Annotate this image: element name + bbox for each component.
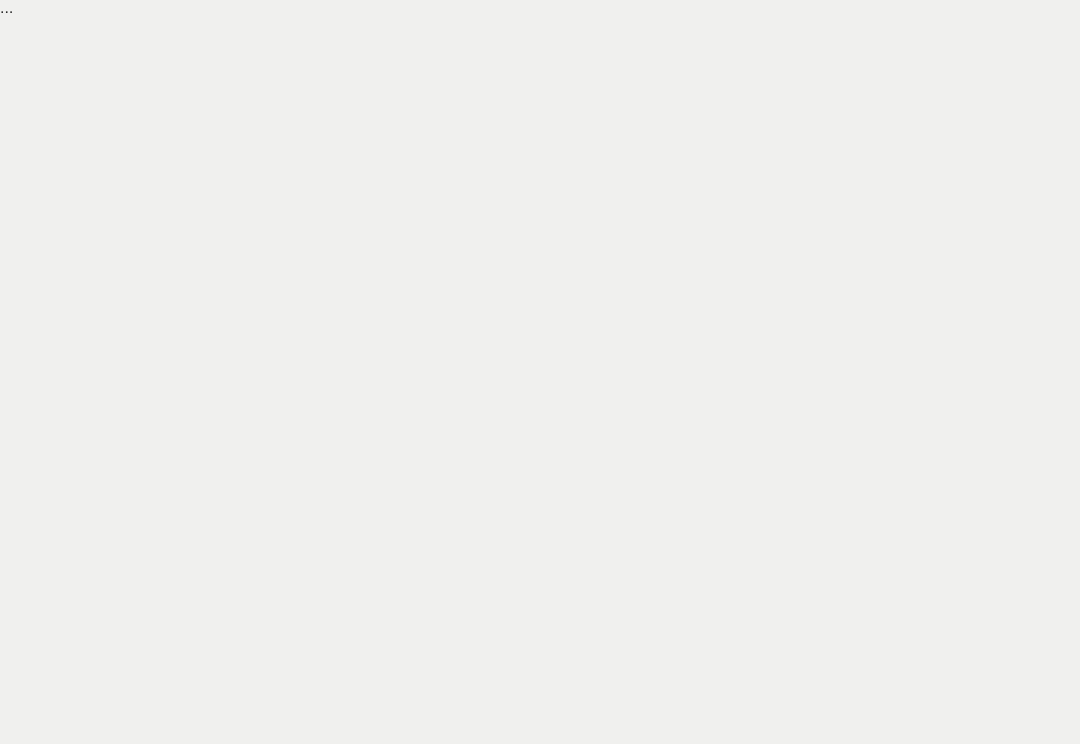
magazine-spread: ...: [0, 0, 1080, 744]
